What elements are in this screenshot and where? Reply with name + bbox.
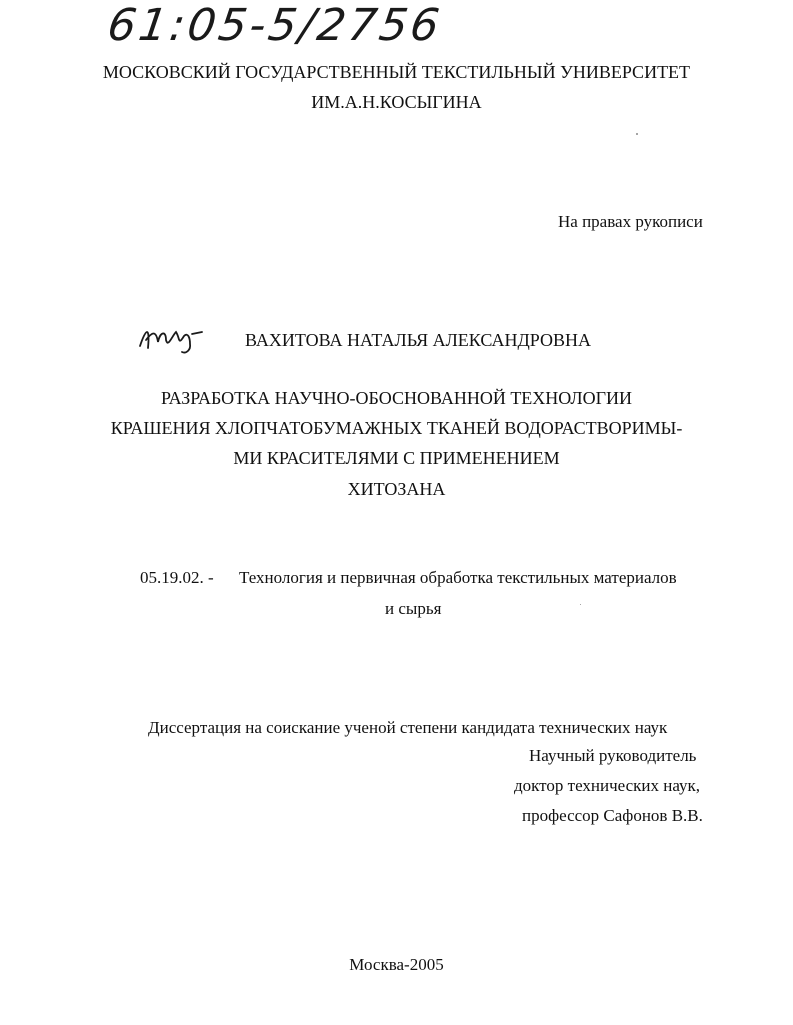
supervisor-degree: доктор технических наук, xyxy=(514,776,701,795)
scan-speck xyxy=(636,133,638,135)
handwritten-signature xyxy=(136,318,208,358)
dissertation-title-line1: РАЗРАБОТКА НАУЧНО-ОБОСНОВАННОЙ ТЕХНОЛОГИИ xyxy=(160,388,633,408)
supervisor-role: Научный руководитель xyxy=(529,746,697,765)
author-name: ВАХИТОВА НАТАЛЬЯ АЛЕКСАНДРОВНА xyxy=(245,330,591,350)
archive-code-handwritten: 61:05-5/2756 xyxy=(104,0,446,51)
specialty-name-line2: и сырья xyxy=(385,599,442,618)
scan-speck xyxy=(580,604,581,605)
dissertation-title-line3: МИ КРАСИТЕЛЯМИ С ПРИМЕНЕНИЕМ xyxy=(233,448,560,468)
dissertation-title-line4: ХИТОЗАНА xyxy=(347,479,446,499)
specialty-code: 05.19.02. - xyxy=(140,568,214,587)
dissertation-title-line2: КРАШЕНИЯ ХЛОПЧАТОБУМАЖНЫХ ТКАНЕЙ ВОДОРАСТВОРИМЫ- xyxy=(110,418,683,438)
city-year: Москва-2005 xyxy=(349,955,444,974)
rights-note: На правах рукописи xyxy=(558,212,703,231)
dissertation-degree-line: Диссертация на соискание ученой степени кандидата технических наук xyxy=(148,718,668,737)
university-name-line1: МОСКОВСКИЙ ГОСУДАРСТВЕННЫЙ ТЕКСТИЛЬНЫЙ УНИВЕРСИТЕТ xyxy=(102,62,691,82)
university-name-line2: ИМ.А.Н.КОСЫГИНА xyxy=(311,92,482,112)
specialty-name-line1: Технология и первичная обработка текстильных материалов xyxy=(239,568,677,587)
supervisor-name: профессор Сафонов В.В. xyxy=(522,806,703,825)
